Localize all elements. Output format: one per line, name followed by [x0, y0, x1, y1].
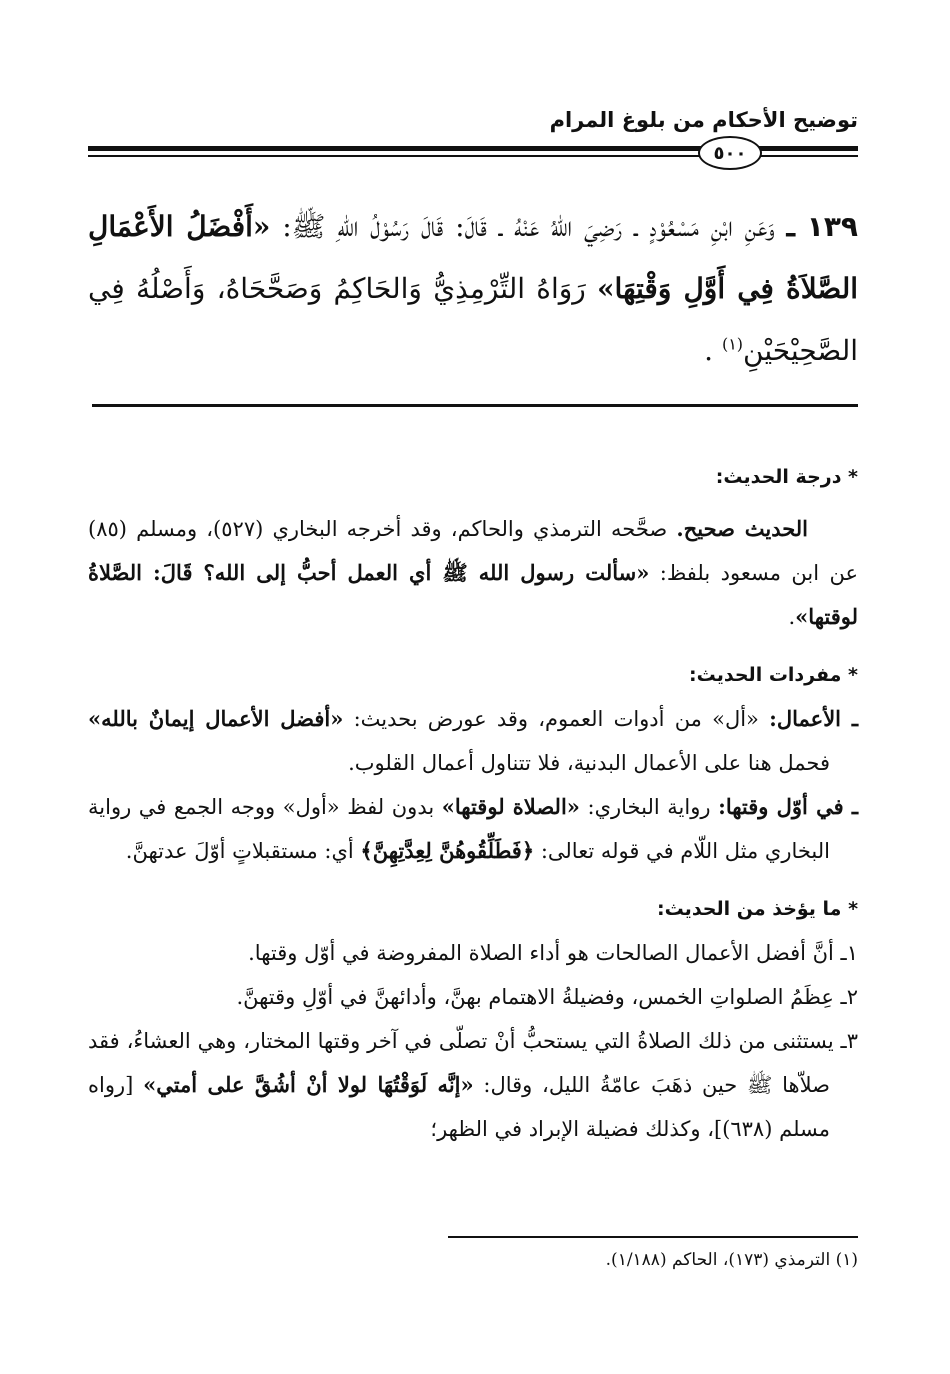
lesson-item-1: ١ـ أنَّ أفضل الأعمال الصالحات هو أداء الصلاة المفروضة في أوّل وقتها. — [248, 941, 858, 965]
section-divider — [92, 404, 858, 407]
lesson-item-3 — [88, 1019, 858, 1151]
vocab-term-1: ـ الأعمال: — [769, 706, 858, 731]
page-number: ٥٠٠ — [698, 136, 762, 170]
grade-lead: الحديث صحيح. — [676, 516, 808, 541]
grade-end: . — [788, 605, 796, 629]
vocab-quote-2a: «الصلاة لوقتها» — [441, 794, 580, 819]
vocab-item-2 — [88, 785, 858, 873]
heading-vocab: * مفردات الحديث: — [689, 664, 858, 686]
vocab-item-1 — [88, 697, 858, 785]
footnote-ref[interactable]: (١) — [721, 334, 744, 354]
hadith-text-part1: وَعَنِ ابْنِ مَسْعُوْدٍ ـ رَضِيَ اللهُ عَنْهُ ـ قَالَ: قَالَ رَسُوْلُ اللهِ ﷺ: — [270, 210, 775, 243]
lesson-3-text-b: [رواه مسلم (٦٣٨)]، وكذلك فضيلة الإبراد في الظهر؛ — [88, 1073, 830, 1141]
running-title: توضيح الأحكام من بلوغ المرام — [549, 108, 858, 132]
vocab-quote-2b: ﴿فَطَلِّقُوهُنَّ لِعِدَّتِهِنَّ﴾ — [360, 838, 535, 863]
footnote: (١) الترمذي (١٧٣)، الحاكم (١/١٨٨). — [605, 1250, 858, 1270]
vocab-quote-1: «أفضل الأعمال إيمانٌ بالله» — [88, 706, 344, 731]
grade-quote: «سألت رسول الله ﷺ أي العمل أحبُّ إلى الله؟ قَالَ: الصَّلاةُ لوقتها» — [88, 560, 858, 629]
vocab-text-1a: «أل» من أدوات العموم، وقد عورض بحديث: — [343, 707, 770, 731]
hadith-number: ١٣٩ — [806, 210, 859, 243]
lesson-3-text-a: ٣ـ يستثنى من ذلك الصلاةُ التي يستحبُّ أنْ تصلّى في آخر وقتها المختار، وهي العشاءُ، فقد صلاّها ﷺ حين ذهَبَ عامّةُ الليل، وقال: — [88, 1029, 858, 1097]
grade-text: صحَّحه الترمذي والحاكم، وقد أخرجه البخاري (٥٢٧)، ومسلم (٨٥) عن ابن مسعود بلفظ: — [88, 517, 858, 585]
vocab-term-2: ـ في أوّل وقتها: — [718, 794, 858, 819]
hadith-dash: ـ — [786, 210, 795, 243]
heading-grade: * درجة الحديث: — [715, 466, 858, 488]
footnote-rule — [448, 1236, 858, 1238]
vocab-text-2b: بدون لفظ «أول» ووجه الجمع في رواية البخاري مثل اللّام في قوله تعالى: — [88, 795, 830, 863]
commentary — [88, 455, 858, 1151]
vocab-text-2a: رواية البخاري: — [579, 795, 719, 819]
hadith-text-part2: رَوَاهُ التِّرْمِذِيُّ وَالحَاكِمُ وَصَحَّحَاهُ، وَأَصْلُهُ فِي الصَّحِيْحَيْنِ — [88, 272, 858, 367]
hadith-quote: «أَفْضَلُ الأَعْمَالِ الصَّلاَةُ فِي أَوَّلِ وَقْتِهَا» — [88, 210, 858, 305]
heading-lessons: * ما يؤخذ من الحديث: — [656, 898, 858, 920]
page-header — [88, 100, 858, 170]
hadith-text — [88, 196, 858, 382]
lesson-item-2: ٢ـ عِظَمُ الصلواتِ الخمس، وفضيلةُ الاهتمام بهنَّ، وأدائهنَّ في أوّلِ وقتهنَّ. — [236, 985, 858, 1009]
lesson-3-quote: «إنَّه لَوَقْتُهَا لولا أنْ أشُقَّ على أمتي» — [143, 1072, 474, 1097]
grade-paragraph — [88, 507, 858, 639]
hadith-end: . — [704, 334, 722, 367]
vocab-text-2c: أي: مستقبلاتٍ أوّلَ عدتهنَّ. — [125, 839, 361, 863]
vocab-text-1b: فحمل هنا على الأعمال البدنية، فلا تتناول أعمال القلوب. — [348, 751, 830, 775]
